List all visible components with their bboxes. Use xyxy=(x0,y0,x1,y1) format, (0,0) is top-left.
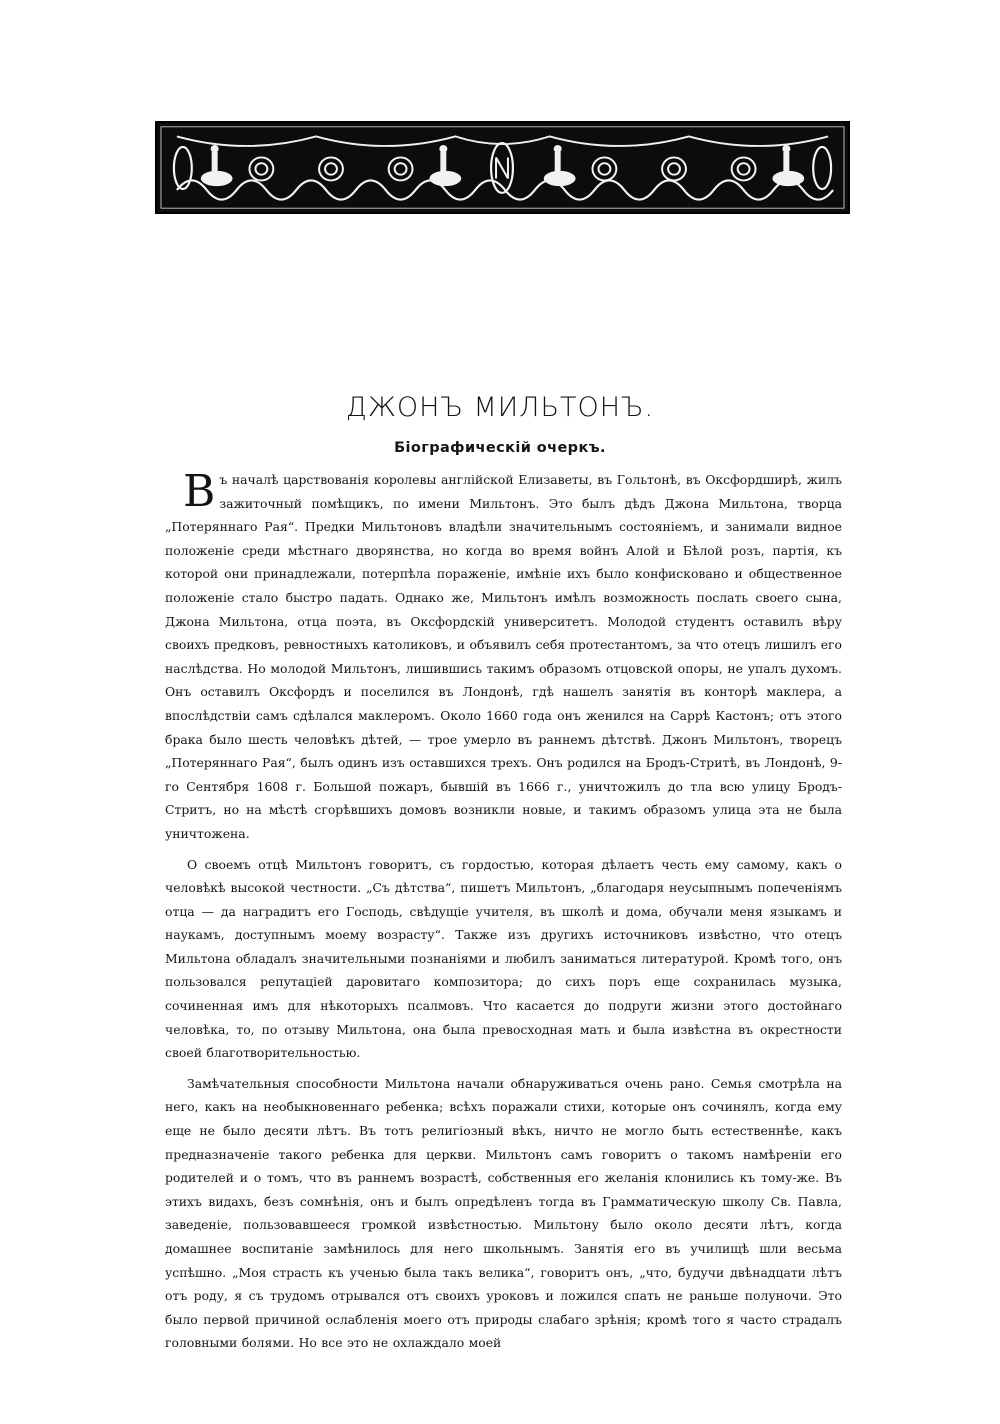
paragraph-1 xyxy=(165,468,842,846)
ornamental-header-banner xyxy=(155,121,850,214)
page-title: ДЖОНЪ МИЛЬТОНЪ. xyxy=(345,392,655,423)
ornament-pattern xyxy=(157,123,848,212)
paragraph-3: Замѣчательныя способности Мильтона начали обнаруживаться очень рано. Семья смотрѣла на него, какъ на необыкновеннаго ребенка; всѣхъ поражали стихи, которые онъ сочинялъ, когда ему еще не было десяти лѣтъ. Въ тотъ религіозный вѣкъ, ничто не могло быть естественнѣе, какъ предназначеніе такого ребенка для церкви. Мильтонъ самъ говоритъ о такомъ намѣреніи его родителей и о томъ, что въ раннемъ возрастѣ, собственныя его желанія клонились къ тому-же. Въ этихъ видахъ, безъ сомнѣнія, онъ и былъ опредѣленъ тогда въ Грамматическую школу Св. Павла, заведеніе, пользовавшееся громкой извѣстностью. Мильтону было около десяти лѣтъ, когда домашнее воспитаніе замѣнилось для него школьнымъ. Занятія его въ училищѣ шли весьма успѣшно. „Моя страсть къ ученью была такъ велика“, говоритъ онъ, „что, будучи двѣнадцати лѣтъ отъ роду, я съ трудомъ отрывался отъ своихъ уроковъ и ложился спать не раньше полуночи. Это было первой причиной ослабленія моего отъ природы слабаго зрѣнія; кромѣ того я часто страдалъ головными болями. Но все это не охлаждало моей xyxy=(165,1075,842,1351)
paragraph-1-text: ъ началѣ царствованія королевы англійской Елизаветы, въ Гольтонѣ, въ Оксфордширѣ, жилъ зажиточный помѣщикъ, по имени Мильтонъ. Это былъ дѣдъ Джона Мильтона, творца „Потеряннаго Рая“. Предки Мильтоновъ владѣли значительнымъ состояніемъ, и занимали видное положеніе среди мѣстнаго дворянства, но когда во время войнъ Алой и Бѣлой розъ, партія, къ которой они принадлежали, потерпѣла пораженіе, имѣніе ихъ было конфисковано и общественное положеніе стало быстро падать. Однако же, Мильтонъ имѣлъ возможность послать своего сына, Джона Мильтона, отца поэта, въ Оксфордскій университетъ. Молодой студентъ оставилъ вѣру своихъ предковъ, ревностныхъ католиковъ, и объявилъ себя протестантомъ, за что отецъ лишилъ его наслѣдства. Но молодой Мильтонъ, лишившись такимъ образомъ отцовской опоры, не упалъ духомъ. Онъ оставилъ Оксфордъ и поселился въ Лондонѣ, гдѣ нашелъ занятія въ конторѣ маклера, а впослѣдствіи самъ сдѣлался маклеромъ. Около 1660 года онъ женился на Саррѣ Кастонъ; отъ этого брака было шесть человѣкъ дѣтей, — трое умерло въ раннемъ дѣтствѣ. Джонъ Мильтонъ, творецъ „Потеряннаго Рая“, былъ одинъ изъ оставшихся трехъ. Онъ родился на Бродъ-Стритѣ, въ Лондонѣ, 9-го Сентября 1608 г. Большой пожаръ, бывшій въ 1666 г., уничтожилъ до тла всю улицу Бродъ-Стритъ, но на мѣстѣ сгорѣвшихъ домовъ возникли новые, и такимъ образомъ улица эта не была уничтожена. xyxy=(165,472,842,841)
drop-cap-initial: В xyxy=(183,466,216,517)
paragraph-2: О своемъ отцѣ Мильтонъ говоритъ, съ гордостью, которая дѣлаетъ честь ему самому, какъ о человѣкѣ высокой честности. „Съ дѣтства“, пишетъ Мильтонъ, „благодаря неусыпнымъ попеченіямъ отца — да наградитъ его Господь, свѣдущіе учителя, въ школѣ и дома, обучали меня языкамъ и наукамъ, доступнымъ моему возрасту“. Также изъ другихъ источниковъ извѣстно, что отецъ Мильтона обладалъ значительными познаніями и любилъ заниматься литературой. Кромѣ того, онъ пользовался репутаціей даровитаго композитора; до сихъ поръ еще сохранилась музыка, сочиненная имъ для нѣкоторыхъ псалмовъ. Что касается до подруги жизни этого достойнаго человѣка, то, по отзыву Мильтона, она была превосходная мать и была извѣстна въ окрестности своей благотворительностью. xyxy=(165,856,842,1061)
page-subtitle: Біографическій очеркъ. xyxy=(394,440,606,456)
article-body xyxy=(165,468,842,1355)
